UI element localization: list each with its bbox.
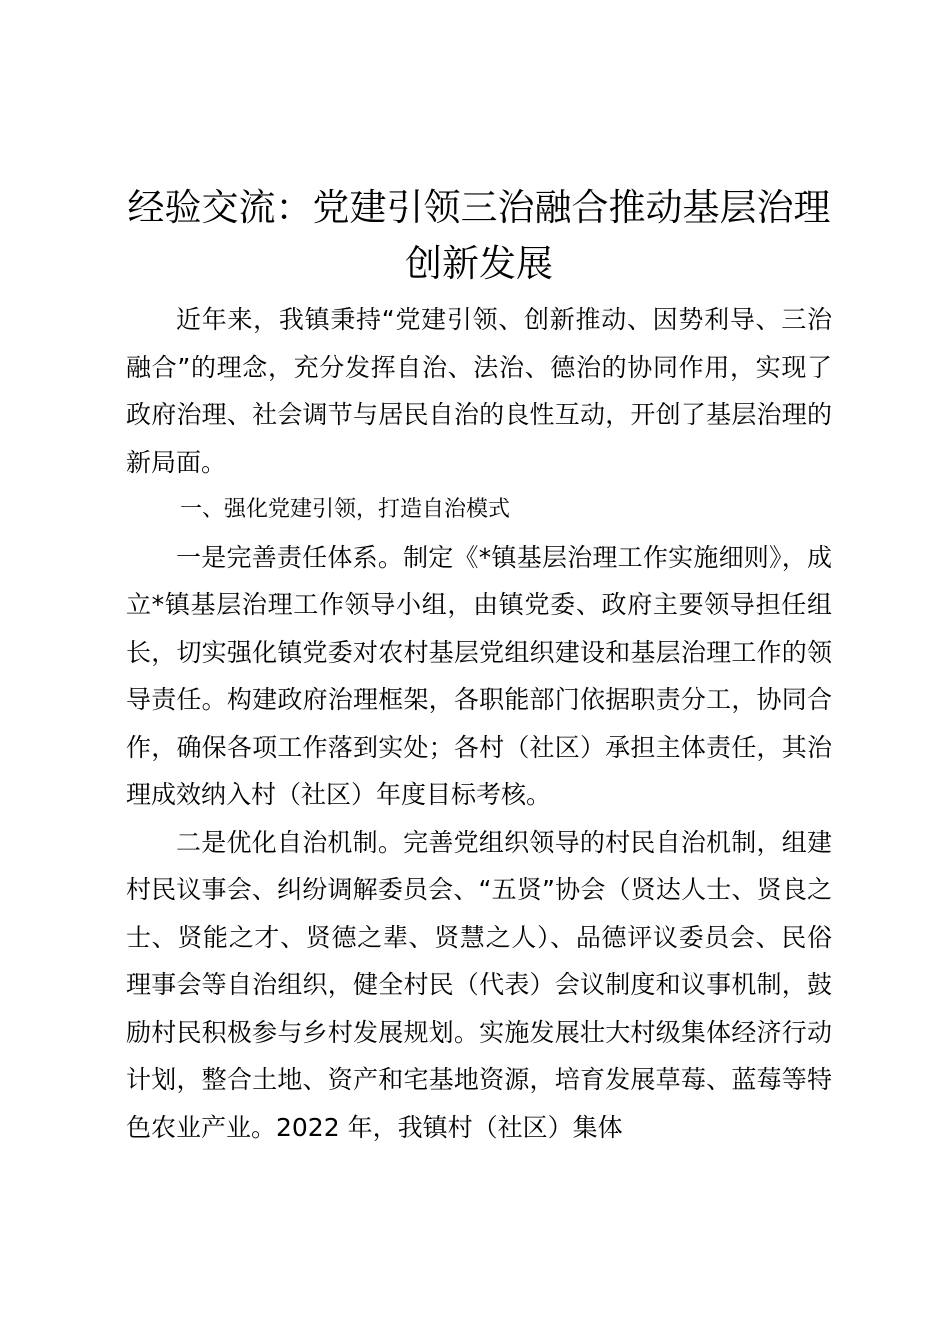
document-title: 经验交流：党建引领三治融合推动基层治理创新发展 xyxy=(127,186,831,285)
body-paragraph-2: 二是优化自治机制。完善党组织领导的村民自治机制，组建村民议事会、纠纷调解委员会、“五贤”协会（贤达人士、贤良之士、贤能之才、贤德之辈、贤慧之人）、品德评议委员会、民俗理事会等自治组织，健全村民（代表）会议制度和议事机制，鼓励村民积极参与乡村发展规划。实施发展壮大村级集体经济行动计划，整合土地、资产和宅基地资源，培育发展草莓、蓝莓等特色农业产业。2022 年，我镇村（社区）集体 xyxy=(126,827,832,1142)
intro-paragraph: 近年来，我镇秉持“党建引领、创新推动、因势利导、三治融合”的理念，充分发挥自治、法治、德治的协同作用，实现了政府治理、社会调节与居民自治的良性互动，开创了基层治理的新局面。 xyxy=(126,305,832,477)
body-paragraph-1: 一是完善责任体系。制定《*镇基层治理工作实施细则》，成立*镇基层治理工作领导小组，由镇党委、政府主要领导担任组长，切实强化镇党委对农村基层党组织建设和基层治理工作的领导责任。构建政府治理框架，各职能部门依据职责分工，协同合作，确保各项工作落到实处；各村（社区）承担主体责任，其治理成效纳入村（社区）年度目标考核。 xyxy=(126,542,832,809)
section-heading: 一、强化党建引领，打造自治模式 xyxy=(180,497,511,522)
document-page xyxy=(126,180,832,1151)
